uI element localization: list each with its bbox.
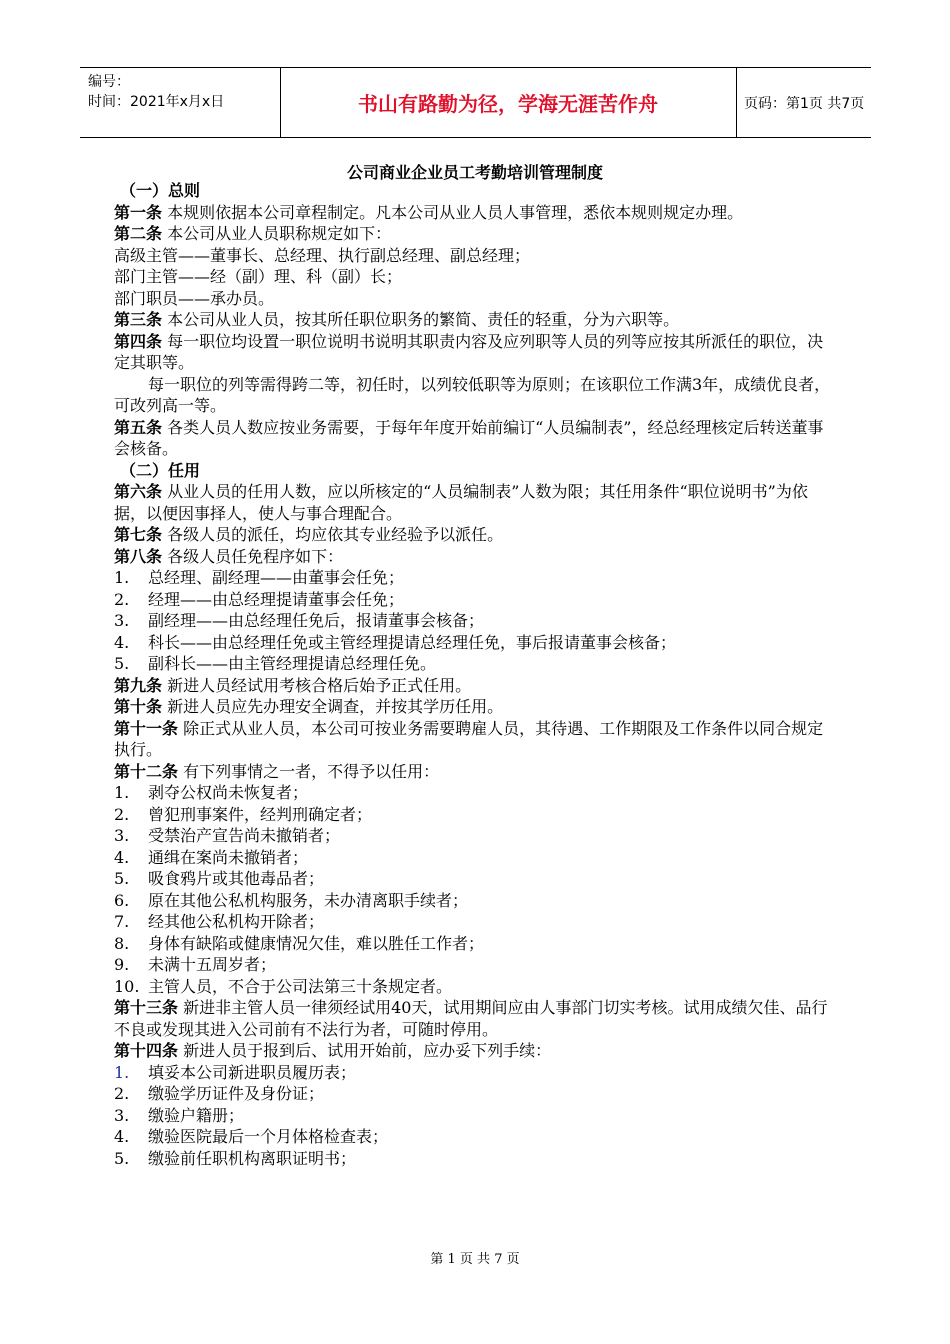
list-item [114, 804, 836, 826]
body-line: 部门主管——经（副）理、科（副）长； [114, 267, 403, 286]
list-item [114, 632, 836, 654]
list-item [114, 825, 836, 847]
page-footer: 第 1 页 共 7 页 [430, 1252, 520, 1267]
body-line: 高级主管——董事长、总经理、执行副总经理、副总经理； [114, 245, 531, 265]
article-text: 从业人员的任用人数，应以所核定的“人员编制表”人数为限；其任用条件“职位说明书”为依据，以便因事择人，使人与事合理配合。 [114, 482, 808, 523]
article-label: 第六条 [114, 482, 163, 501]
list-item [114, 1062, 836, 1084]
list-item [114, 890, 836, 912]
list-item-text: 经理——由总经理提请董事会任免； [148, 589, 405, 609]
article-text: 新进人员于报到后、试用开始前，应办妥下列手续： [183, 1041, 552, 1060]
article-label: 第十二条 [114, 761, 179, 781]
list-item-text: 缴验学历证件及身份证； [148, 1084, 325, 1103]
article-paragraph [114, 675, 836, 697]
document-number-label: 编号： [88, 74, 130, 90]
article-label: 第十条 [114, 697, 163, 716]
article-text: 新进人员应先办理安全调查，并按其学历任用。 [167, 697, 504, 716]
article-label: 第九条 [114, 675, 163, 695]
list-item-number: 5. [114, 654, 130, 673]
list-item-number: 3. [114, 611, 130, 630]
article-text: 各级人员的派任，均应依其专业经验予以派任。 [167, 525, 504, 544]
article-text: 新进人员经试用考核合格后始予正式任用。 [167, 675, 472, 695]
list-item-text: 缴验医院最后一个月体格检查表； [148, 1127, 389, 1146]
article-label: 第二条 [114, 224, 163, 243]
list-item [114, 868, 836, 890]
article-label: 第四条 [114, 331, 163, 351]
list-item-number: 5. [114, 869, 130, 888]
list-item-text: 身体有缺陷或健康情况欠佳，难以胜任工作者； [148, 933, 485, 953]
list-item-number: 1. [114, 568, 130, 587]
list-item-number: 1. [114, 1062, 130, 1082]
list-item-number: 3. [114, 826, 130, 845]
body-line: 部门职员——承办员。 [114, 288, 275, 308]
list-item-number: 4. [114, 1127, 130, 1146]
section-heading: （二）任用 [120, 460, 201, 480]
article-text: 本公司从业人员职称规定如下： [167, 224, 392, 243]
list-item-text: 吸食鸦片或其他毒品者； [148, 869, 325, 888]
article-text: 本公司从业人员，按其所任职位职务的繁简、责任的轻重，分为六职等。 [167, 310, 680, 329]
list-item-number: 2. [114, 589, 130, 609]
body-paragraph: 每一职位的列等需得跨二等，初任时，以列较低职等为原则；在该职位工作满3年，成绩优良者，可改列高一等。 [114, 374, 831, 415]
list-item [114, 976, 836, 998]
document-body [114, 180, 836, 1169]
article-paragraph [114, 202, 836, 224]
list-item-text: 总经理、副经理——由董事会任免； [148, 568, 405, 587]
article-paragraph [114, 417, 836, 460]
list-item [114, 589, 836, 611]
list-item-text: 未满十五周岁者； [148, 955, 277, 974]
article-paragraph [114, 696, 836, 718]
list-item [114, 847, 836, 869]
list-item-number: 10. [114, 976, 140, 996]
header-motto: 书山有路勤为径，学海无涯苦作舟 [358, 92, 658, 116]
list-item-number: 1. [114, 783, 130, 802]
list-item-text: 副经理——由总经理任免后，报请董事会核备； [148, 611, 485, 630]
article-paragraph [114, 309, 836, 331]
list-item-number: 6. [114, 890, 130, 910]
list-item-text: 曾犯刑事案件，经判刑确定者； [148, 804, 373, 824]
article-paragraph [114, 1040, 836, 1062]
article-paragraph [114, 997, 836, 1040]
list-item [114, 911, 836, 933]
article-paragraph [114, 546, 836, 568]
list-item [114, 782, 836, 804]
header-page-label: 页码：第1页 共7页 [744, 95, 865, 112]
list-item-number: 4. [114, 847, 130, 867]
document-time-label: 时间：2021年x月x日 [88, 94, 225, 110]
list-item-text: 经其他公私机构开除者； [148, 912, 325, 931]
list-item [114, 933, 836, 955]
list-item [114, 954, 836, 976]
list-item [114, 1148, 836, 1170]
article-label: 第十一条 [114, 718, 179, 738]
list-item-text: 填妥本公司新进职员履历表； [148, 1062, 357, 1082]
header-info [88, 72, 224, 112]
list-item-text: 剥夺公权尚未恢复者； [148, 783, 309, 802]
article-label: 第一条 [114, 202, 163, 222]
list-item-number: 5. [114, 1148, 130, 1168]
list-item-number: 4. [114, 632, 130, 652]
section-heading: （一）总则 [120, 181, 201, 200]
article-paragraph [114, 223, 836, 245]
list-item-text: 缴验户籍册； [148, 1105, 245, 1125]
list-item [114, 653, 836, 675]
list-item-text: 通缉在案尚未撤销者； [148, 847, 309, 867]
list-item-text: 缴验前任职机构离职证明书； [148, 1148, 357, 1168]
article-text: 本规则依据本公司章程制定。凡本公司从业人员人事管理，悉依本规则规定办理。 [167, 202, 744, 222]
list-item [114, 610, 836, 632]
list-item-text: 受禁治产宣告尚未撤销者； [148, 826, 341, 845]
list-item [114, 1083, 836, 1105]
article-text: 新进非主管人员一律须经试用40天，试用期间应由人事部门切实考核。试用成绩欠佳、品行不良或发现其进入公司前有不法行为者，可随时停用。 [114, 998, 828, 1039]
article-text: 有下列事情之一者，不得予以任用： [183, 761, 440, 781]
list-item-number: 7. [114, 912, 130, 931]
list-item-text: 科长——由总经理任免或主管经理提请总经理任免，事后报请董事会核备； [148, 632, 677, 652]
article-text: 各级人员任免程序如下： [167, 546, 344, 566]
list-item [114, 567, 836, 589]
list-item-number: 3. [114, 1105, 130, 1125]
list-item-number: 2. [114, 1084, 130, 1103]
article-label: 第八条 [114, 546, 163, 566]
article-label: 第十四条 [114, 1041, 179, 1060]
article-label: 第三条 [114, 310, 163, 329]
article-label: 第七条 [114, 525, 163, 544]
article-text: 除正式从业人员，本公司可按业务需要聘雇人员，其待遇、工作期限及工作条件以同合规定执行。 [114, 718, 824, 759]
list-item [114, 1126, 836, 1148]
list-item-text: 副科长——由主管经理提请总经理任免。 [148, 654, 437, 673]
article-label: 第五条 [114, 417, 163, 437]
article-label: 第十三条 [114, 998, 179, 1017]
article-paragraph [114, 761, 836, 783]
article-text: 各类人员人数应按业务需要，于每年年度开始前编订“人员编制表”，经总经理核定后转送董事会核备。 [114, 417, 824, 458]
article-paragraph [114, 524, 836, 546]
page-header [80, 67, 871, 138]
article-paragraph [114, 718, 836, 761]
list-item-number: 8. [114, 933, 130, 953]
article-paragraph [114, 331, 836, 374]
header-divider [736, 68, 737, 137]
list-item [114, 1105, 836, 1127]
document-title: 公司商业企业员工考勤培训管理制度 [346, 163, 603, 182]
list-item-number: 9. [114, 955, 130, 974]
list-item-text: 主管人员，不合于公司法第三十条规定者。 [148, 976, 453, 996]
article-text: 每一职位均设置一职位说明书说明其职责内容及应列职等人员的列等应按其所派任的职位，决定其职等。 [114, 331, 824, 372]
article-paragraph [114, 481, 836, 524]
list-item-number: 2. [114, 804, 130, 824]
list-item-text: 原在其他公私机构服务，未办清离职手续者； [148, 890, 469, 910]
